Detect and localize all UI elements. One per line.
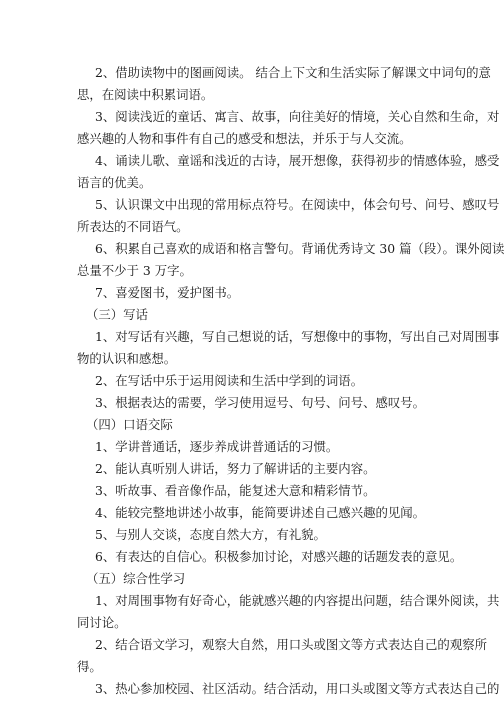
comprehensive-item-2-line-1: 2、结合语文学习，观察大自然，用口头或图文等方式表达自己的观察所 xyxy=(95,637,487,652)
item-3-line-1: 3、阅读浅近的童话、寓言、故事，向往美好的情境，关心自然和生命，对 xyxy=(95,109,500,124)
writing-item-2: 2、在写话中乐于运用阅读和生活中学到的词语。 xyxy=(95,373,364,388)
item-7-line-1: 7、喜爱图书，爱护图书。 xyxy=(95,285,240,300)
writing-item-3: 3、根据表达的需要，学习使用逗号、句号、问号、感叹号。 xyxy=(95,395,426,410)
section-heading-writing: （三）写话 xyxy=(86,307,148,322)
item-4-line-2: 语言的优美。 xyxy=(77,175,152,190)
section-heading-comprehensive: （五）综合性学习 xyxy=(86,571,186,586)
oral-item-1: 1、学讲普通话，逐步养成讲普通话的习惯。 xyxy=(95,439,339,454)
comprehensive-item-2-line-2: 得。 xyxy=(77,659,102,674)
oral-item-4: 4、能较完整地讲述小故事，能简要讲述自己感兴趣的见闻。 xyxy=(95,505,426,520)
section-heading-oral: （四）口语交际 xyxy=(86,417,173,432)
comprehensive-item-1-line-2: 同讨论。 xyxy=(77,615,127,630)
item-6-line-1: 6、积累自己喜欢的成语和格言警句。背诵优秀诗文 30 篇（段）。课外阅读 xyxy=(95,241,504,256)
comprehensive-item-1-line-1: 1、对周围事物有好奇心，能就感兴趣的内容提出问题，结合课外阅读，共 xyxy=(95,593,500,608)
item-4-line-1: 4、诵读儿歌、童谣和浅近的古诗，展开想像，获得初步的情感体验，感受 xyxy=(95,153,500,168)
oral-item-3: 3、听故事、看音像作品，能复述大意和精彩情节。 xyxy=(95,483,376,498)
oral-item-6: 6、有表达的自信心。积极参加讨论，对感兴趣的话题发表的意见。 xyxy=(95,549,463,564)
item-2-line-2: 思，在阅读中积累词语。 xyxy=(77,87,214,102)
comprehensive-item-3-line-1: 3、热心参加校园、社区活动。结合活动，用口头或图文等方式表达自己的 xyxy=(95,681,500,696)
item-6-line-2: 总量不少于 3 万字。 xyxy=(77,263,192,278)
item-5-line-1: 5、认识课文中出现的常用标点符号。在阅读中，体会句号、问号、感叹号 xyxy=(95,197,500,212)
oral-item-5: 5、与别人交谈，态度自然大方，有礼貌。 xyxy=(95,527,326,542)
oral-item-2: 2、能认真听别人讲话，努力了解讲话的主要内容。 xyxy=(95,461,376,476)
writing-item-1-line-1: 1、对写话有兴趣，写自己想说的话，写想像中的事物，写出自己对周围事 xyxy=(95,329,500,344)
item-5-line-2: 所表达的不同语气。 xyxy=(77,219,189,234)
item-3-line-2: 感兴趣的人物和事件有自己的感受和想法，并乐于与人交流。 xyxy=(77,131,412,146)
writing-item-1-line-2: 物的认识和感想。 xyxy=(77,351,177,366)
item-2-line-1: 2、借助读物中的图画阅读。 结合上下文和生活实际了解课文中词句的意 xyxy=(95,65,491,80)
